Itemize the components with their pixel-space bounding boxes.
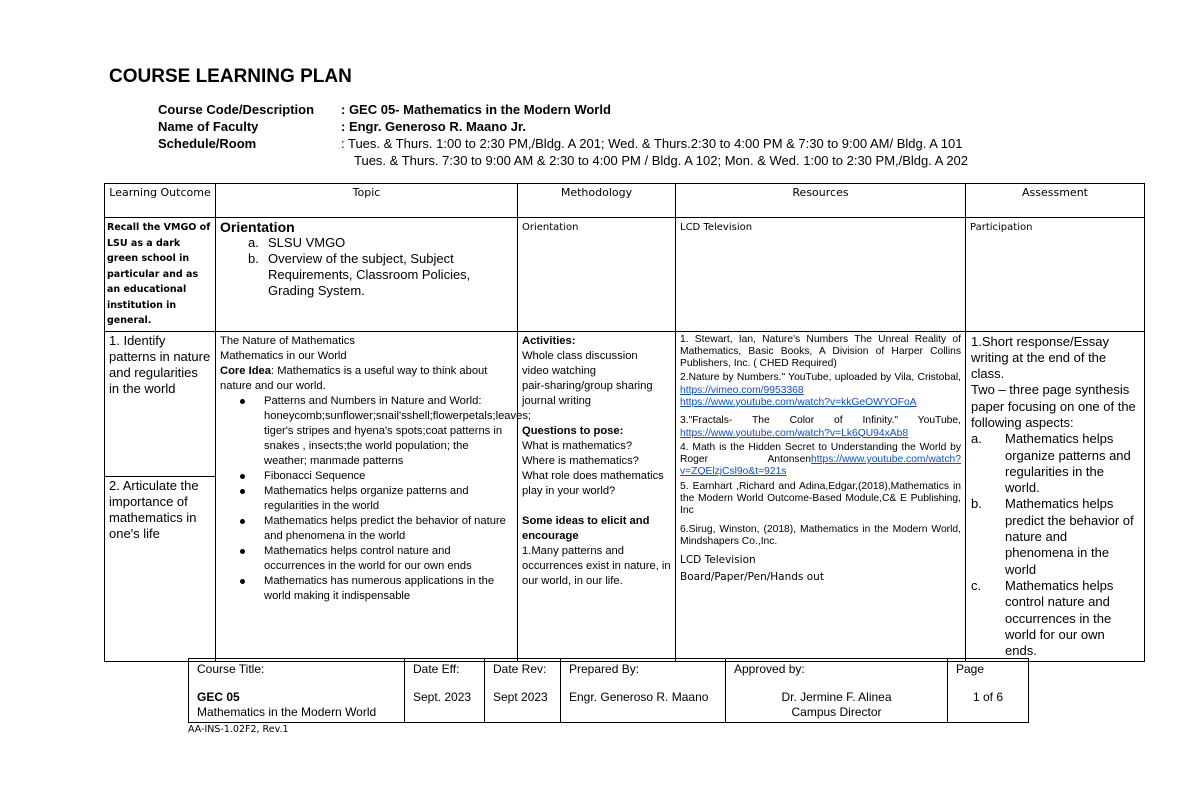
list-item: a. SLSU VMGO — [248, 235, 346, 250]
resource-4: 4. Math is the Hidden Secret to Understanding the World by Roger Antonsenhttps://www.youtube.com/watch?v=ZQElzjCsl9o&t=921s — [680, 441, 961, 478]
youtube-link-3[interactable]: https://www.youtube.com/watch?v=ZQElzjCsl9o&t=921s — [680, 454, 961, 478]
faculty-label: Name of Faculty — [158, 119, 259, 134]
resource-2: 2.Nature by Numbers." YouTube, uploaded by Vila, Cristobal, https://vimeo.com/9953368 https://www.youtube.com/watch?v=kkGeOWYOFoA — [680, 372, 961, 408]
list-item: b. Overview of the subject, Subject Requirements, Classroom Policies, Grading System. — [248, 251, 471, 298]
resource-5: 5. Earnhart ,Richard and Adina,Edgar,(2018),Mathematics in the Modern World Outcome-Based Module,C& E Publishing, Inc — [680, 480, 961, 517]
assessment-intro-2: Two – three page synthesis paper focusing on one of the following aspects: — [971, 382, 1136, 430]
assessment-intro: 1.Short response/Essay writing at the end of the class. — [971, 333, 1110, 382]
row1-topic-head: Orientation — [220, 219, 295, 235]
table-header-row — [105, 184, 1145, 218]
resource-8: Board/Paper/Pen/Hands out — [680, 571, 824, 584]
row2-topic — [216, 331, 532, 662]
footer-prepared-by: Prepared By: Engr. Generoso R. Maano — [561, 659, 726, 723]
document-code: AA-INS-1.02F2, Rev.1 — [188, 724, 289, 735]
list-item: Patterns and Numbers in Nature and World: honeycomb;sunflower;snail'sshell;flowerpetals;leaves; tiger's stripes and hyena's spots;coat patterns in snakes , insects;the world population; the weather; manmade patterns — [238, 394, 513, 469]
list-item: c. Mathematics helps control nature and occurrences in the world for our own ends. — [971, 577, 1114, 659]
list-item: a. Mathematics helps organize patterns and regularities in the world. — [971, 431, 1131, 496]
list-item: Whole class discussion — [522, 349, 638, 362]
list-item: Fibonacci Sequence — [238, 469, 513, 484]
list-item: Mathematics helps organize patterns and regularities in the world — [238, 484, 513, 514]
row2-outcome-2: 2. Articulate the importance of mathematics in one's life — [109, 477, 199, 541]
questions-label: Questions to pose: — [522, 424, 624, 437]
row1-topic-list — [248, 235, 513, 299]
row1-methodology: Orientation — [518, 218, 676, 332]
table-row — [105, 331, 1145, 662]
header-learning-outcome: Learning Outcome — [105, 184, 216, 218]
header-resources: Resources — [676, 184, 966, 218]
row2-outcome-1: 1. Identify patterns in nature and regularities in the world — [105, 332, 215, 477]
topic-bullets — [238, 394, 532, 604]
list-item: Mathematics helps control nature and occurrences in the world for our own ends — [238, 544, 513, 574]
footer-date-rev: Date Rev: Sept 2023 — [485, 659, 561, 723]
row1-topic — [216, 218, 518, 332]
list-item: journal writing — [522, 394, 592, 407]
list-item: What role does mathematics play in your world? — [522, 469, 664, 497]
schedule-line-1: : Tues. & Thurs. 1:00 to 2:30 PM,/Bldg. A 201; Wed. & Thurs.2:30 to 4:00 PM & 7:30 to 9:00 AM/ Bldg. A 101 — [341, 136, 963, 151]
table-row — [189, 659, 1029, 723]
row2-methodology — [518, 331, 676, 662]
course-code-value: : GEC 05- Mathematics in the Modern World — [341, 102, 611, 117]
list-item: Where is mathematics? — [522, 454, 639, 467]
row1-outcome: Recall the VMGO of LSU as a dark green school in particular and as an educational institution in general. — [105, 218, 216, 332]
resource-6: 6.Sirug, Winston, (2018), Mathematics in the Modern World, Mindshapers Co.,Inc. — [680, 523, 961, 547]
vimeo-link[interactable]: https://vimeo.com/9953368 — [680, 384, 804, 396]
faculty-value: : Engr. Generoso R. Maano Jr. — [341, 119, 526, 134]
resource-3: 3."Fractals- The Color of Infinity." YouTube, https://www.youtube.com/watch?v=Lk6QU94xAb8 — [680, 415, 961, 439]
row2-outcomes — [105, 331, 216, 662]
page-title: COURSE LEARNING PLAN — [109, 66, 352, 87]
row2-assessment — [966, 331, 1145, 662]
schedule-line-2: Tues. & Thurs. 7:30 to 9:00 AM & 2:30 to 4:00 PM / Bldg. A 102; Mon. & Wed. 1:00 to 2:30 PM,/Bldg. A 202 — [354, 153, 969, 168]
footer-table — [188, 658, 1029, 723]
core-idea: Core Idea: Mathematics is a useful way to think about nature and our world. — [220, 364, 488, 392]
footer-date-eff: Date Eff: Sept. 2023 — [405, 659, 485, 723]
list-item: b. Mathematics helps predict the behavior of nature and phenomena in the world — [971, 496, 1134, 577]
list-item: What is mathematics? — [522, 439, 633, 452]
youtube-link-1[interactable]: https://www.youtube.com/watch?v=kkGeOWYOFoA — [680, 396, 917, 408]
list-item: video watching — [522, 364, 597, 377]
activities-label: Activities: — [522, 334, 576, 347]
header-methodology: Methodology — [518, 184, 676, 218]
ideas-label: Some ideas to elicit and encourage — [522, 514, 650, 542]
row2-resources — [676, 331, 966, 662]
header-topic: Topic — [216, 184, 518, 218]
list-item: Mathematics helps predict the behavior of nature and phenomena in the world — [238, 514, 513, 544]
list-item: pair-sharing/group sharing — [522, 379, 653, 392]
resource-1: 1. Stewart, Ian, Nature's Numbers The Unreal Reality of Mathematics, Basic Books, A Division of Harper Collins Publishers, Inc. ( CHED Required) — [680, 333, 961, 370]
topic-title: The Nature of Mathematics — [220, 334, 355, 347]
course-code-label: Course Code/Description — [158, 102, 315, 117]
youtube-link-2[interactable]: https://www.youtube.com/watch?v=Lk6QU94xAb8 — [680, 427, 909, 439]
ideas-text: 1.Many patterns and occurrences exist in nature, in our world, in our life. — [522, 544, 671, 587]
table-row — [105, 218, 1145, 332]
learning-plan-table — [104, 183, 1145, 662]
row1-resources: LCD Television — [676, 218, 966, 332]
resource-7: LCD Television — [680, 554, 756, 567]
footer-page: Page 1 of 6 — [948, 659, 1029, 723]
footer-course-title: Course Title: GEC 05 Mathematics in the Modern World — [189, 659, 405, 723]
schedule-label: Schedule/Room — [158, 136, 257, 151]
header-assessment: Assessment — [966, 184, 1145, 218]
row1-assessment: Participation — [966, 218, 1145, 332]
footer-approved-by: Approved by: Dr. Jermine F. Alinea Campus Director — [726, 659, 948, 723]
list-item: Mathematics has numerous applications in the world making it indispensable — [238, 574, 513, 604]
topic-subtitle: Mathematics in our World — [220, 349, 347, 362]
